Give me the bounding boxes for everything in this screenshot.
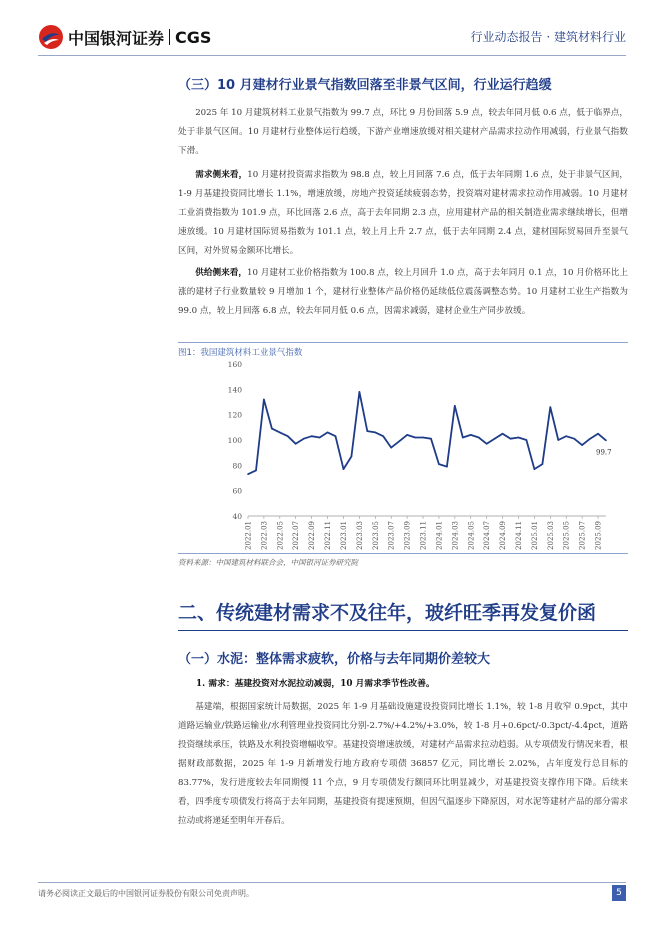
x-tick-label: 2025.09 — [594, 521, 603, 550]
line-chart — [178, 356, 628, 552]
company-logo — [38, 24, 211, 50]
data-point — [271, 428, 273, 430]
data-point — [597, 433, 599, 435]
data-point — [462, 437, 464, 439]
figure-title: 图1：我国建筑材料工业景气指数 — [178, 342, 628, 358]
y-tick-label: 60 — [232, 486, 242, 496]
page-number: 5 — [612, 885, 626, 901]
logo-text-en: CGS — [175, 27, 212, 47]
x-tick-label: 2025.07 — [578, 521, 587, 550]
data-point — [589, 438, 591, 440]
paragraph-lead: 需求侧来看， — [195, 170, 248, 180]
data-point — [255, 470, 257, 472]
header-divider — [38, 55, 626, 56]
x-tick-label: 2024.01 — [435, 521, 444, 550]
topic-heading: 1. 需求：基建投资对水泥拉动减弱，10 月需求季节性改善。 — [196, 679, 435, 689]
chapter-heading: 二、传统建材需求不及往年，玻纤旺季再发复价函 — [178, 602, 597, 624]
data-point — [287, 435, 289, 437]
paragraph-infrastructure: 基建端，根据国家统计局数据，2025 年 1-9 月基础设施建设投资同比增长 1.1%，较 1-8 月收窄 0.9pct，其中道路运输业/铁路运输业/水利管理业投资同比分别-2.7%/+4.2%/+3.0%，较 1-8 月+0.6pct/-0.3pct/-4.4pct，道路投资继续承压，铁路及水利投资增幅收窄。基建投资增速放缓，对建材产品需求拉动趋弱。从专项债发行情况来看，根据财政部数据，2025 年 1-9 月新增发行地方政府专项债 36857 亿元，同比增长 2.02%，占年度发行总目标的 83.77%，发行进度较去年同期慢 11 个点，9 月专项债发行额同环比明显减少，对基建投资支撑作用下降。后续来看，四季度专项债发行将高于去年同期，基建投资有提速预期，但因气温逐步下降原因，对水泥等建材产品的部分需求拉动或将递延至明年开春后。 — [178, 702, 628, 826]
footer-divider — [38, 882, 626, 883]
x-tick-label: 2023.01 — [339, 521, 348, 550]
x-tick-label: 2024.09 — [499, 521, 508, 550]
data-point — [367, 430, 369, 432]
x-tick-label: 2024.07 — [483, 521, 492, 550]
data-point — [382, 435, 384, 437]
x-tick-label: 2022.03 — [260, 521, 269, 550]
data-point — [335, 435, 337, 437]
data-point — [518, 437, 520, 439]
paragraph-overview: 2025 年 10 月建筑材料工业景气指数为 99.7 点，环比 9 月份回落 5.9 点，较去年同月低 0.6 点，低于临界点，处于非景气区间。10 月建材行业整体运行趋缓，下游产业增速放缓对相关建材产品需求拉动作用减弱，行业景气指数下滑。 — [178, 108, 628, 156]
x-tick-label: 2024.05 — [467, 521, 476, 550]
x-tick-label: 2022.11 — [324, 521, 333, 550]
data-point — [565, 435, 567, 437]
logo-text-cn: 中国银河证券 — [68, 28, 165, 48]
footer-disclaimer: 请务必阅读正文最后的中国银河证券股份有限公司免责声明。 — [38, 889, 254, 898]
data-point — [311, 435, 313, 437]
data-point — [438, 463, 440, 465]
data-point — [454, 405, 456, 407]
data-point — [279, 432, 281, 434]
data-point — [486, 443, 488, 445]
data-point — [478, 437, 480, 439]
x-tick-label: 2024.03 — [451, 521, 460, 550]
end-value-label: 99.7 — [596, 448, 612, 457]
x-tick-label: 2024.11 — [514, 521, 523, 550]
data-point — [319, 437, 321, 439]
data-point — [430, 438, 432, 440]
data-point — [359, 391, 361, 393]
y-tick-label: 80 — [232, 461, 242, 471]
x-tick-label: 2023.09 — [403, 521, 412, 550]
data-point — [303, 438, 305, 440]
data-point — [542, 463, 544, 465]
subsection-heading: （一）水泥：整体需求疲软，价格与去年同期价差较大 — [178, 652, 491, 667]
data-point — [510, 438, 512, 440]
x-tick-label: 2022.01 — [244, 521, 253, 550]
x-tick-label: 2025.01 — [530, 521, 539, 550]
data-point — [581, 444, 583, 446]
y-tick-label: 100 — [227, 436, 242, 445]
data-point — [327, 432, 329, 434]
data-point — [470, 434, 472, 436]
y-tick-label: 160 — [227, 360, 242, 369]
data-point — [247, 473, 249, 475]
data-point — [263, 399, 265, 401]
data-point — [446, 466, 448, 468]
data-point — [390, 447, 392, 449]
data-point — [414, 437, 416, 439]
report-category: 行业动态报告 · 建筑材料行业 — [470, 30, 626, 44]
y-tick-label: 120 — [227, 410, 242, 420]
data-point — [502, 433, 504, 435]
data-point — [406, 434, 408, 436]
paragraph-lead: 供给侧来看， — [195, 268, 248, 278]
x-tick-label: 2023.05 — [371, 521, 380, 550]
x-tick-label: 2025.05 — [562, 521, 571, 550]
data-point — [398, 440, 400, 442]
x-tick-label: 2023.11 — [419, 521, 428, 550]
paragraph-body: 10 月建材投资需求指数为 98.8 点，较上月回落 7.6 点，低于去年同期 1.6 点，处于非景气区间，1-9 月基建投资同比增长 1.1%，增速放缓，房地产投资延续疲弱态势，投资端对建材需求拉动作用减弱。10 月建材工业消费指数为 101.9 点，环比回落 2.6 点，高于去年同期 2.3 点，应用建材产品的相关制造业需求继续增长，但增速放缓。10 月建材国际贸易指数为 101.1 点，较上月上升 2.7 点，低于去年同期 2.4 点，建材国际贸易回升至景气区间，对外贸易金额环比增长。 — [178, 170, 628, 256]
x-tick-label: 2025.03 — [546, 521, 555, 550]
y-tick-label: 40 — [232, 512, 242, 521]
data-point — [422, 437, 424, 439]
data-point — [526, 439, 528, 441]
data-point — [573, 438, 575, 440]
x-tick-label: 2023.07 — [387, 521, 396, 550]
paragraph-demand — [178, 166, 628, 261]
data-point — [343, 468, 345, 470]
figure-source: 资料来源：中国建筑材料联合会，中国银河证券研究院 — [178, 553, 628, 568]
section-heading: （三）10 月建材行业景气指数回落至非景气区间，行业运行趋缓 — [178, 78, 552, 93]
logo-divider — [169, 29, 170, 45]
paragraph-body: 10 月建材工业价格指数为 100.8 点，较上月回升 1.0 点，高于去年同月 0.1 点，10 月价格环比上涨的建材子行业数量较 9 月增加 1 个，建材行业整体产品价格仍延续低位震荡调整态势。10 月建材工业生产指数为 99.0 点，较上月回落 6.8 点，较去年同月低 0.6 点，因需求减弱，建材企业生产同步放缓。 — [178, 268, 628, 316]
x-tick-label: 2022.07 — [292, 521, 301, 550]
data-point — [557, 439, 559, 441]
data-point — [494, 438, 496, 440]
paragraph-supply — [178, 264, 628, 321]
logo-emblem-icon — [38, 24, 64, 50]
data-point — [605, 440, 607, 442]
data-point — [534, 468, 536, 470]
data-point — [295, 443, 297, 445]
x-tick-label: 2023.03 — [355, 521, 364, 550]
chapter-underline — [178, 630, 628, 631]
y-tick-label: 140 — [227, 385, 242, 395]
x-tick-label: 2022.09 — [308, 521, 317, 550]
data-point — [550, 406, 552, 408]
x-tick-label: 2022.05 — [276, 521, 285, 550]
data-point — [351, 456, 353, 458]
data-point — [374, 432, 376, 434]
series-line — [248, 392, 606, 474]
